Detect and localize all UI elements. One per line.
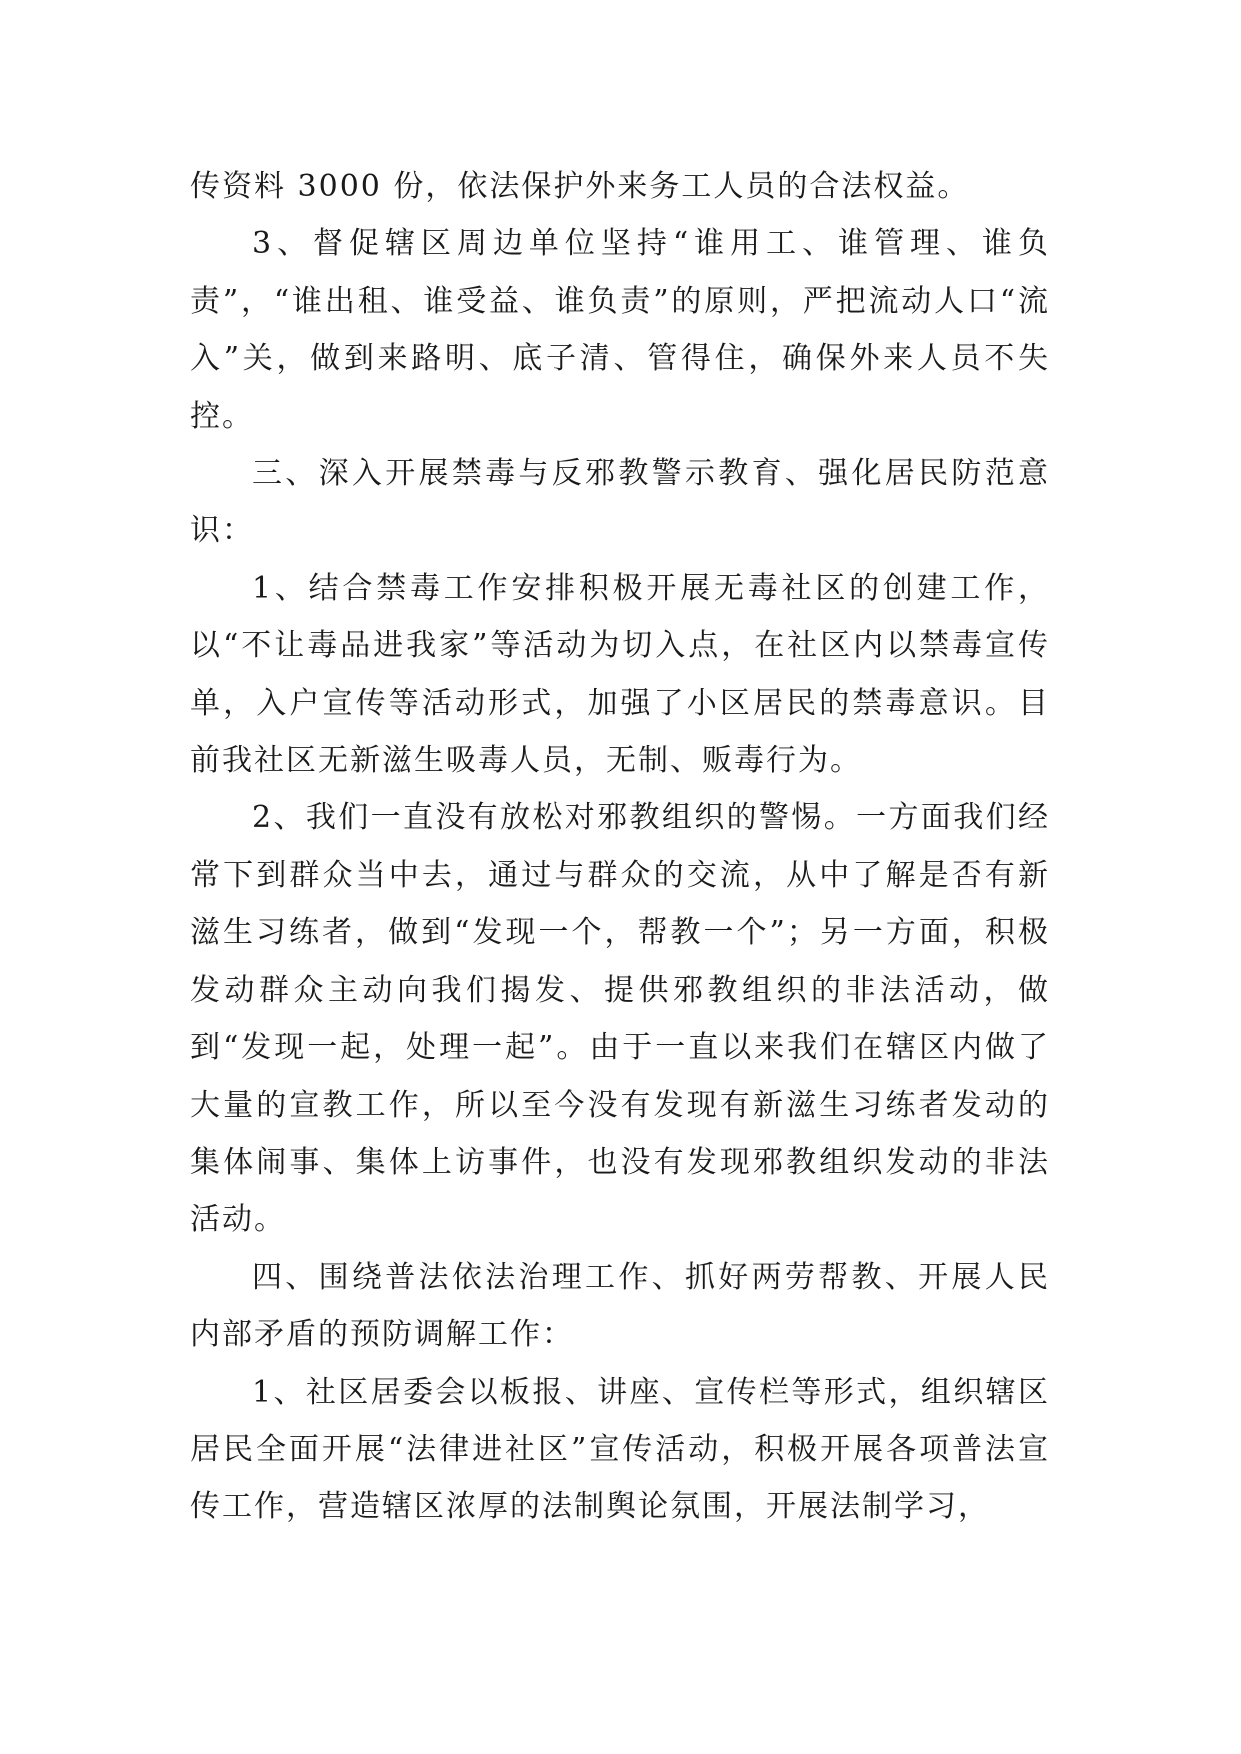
paragraph-item-1: 1、结合禁毒工作安排积极开展无毒社区的创建工作，以“不让毒品进我家”等活动为切入点，在社区内以禁毒宣传单，入户宣传等活动形式，加强了小区居民的禁毒意识。目前我社区无新滋生吸毒人员，无制、贩毒行为。	[190, 570, 1050, 779]
document-body	[190, 158, 1050, 1536]
paragraph-continuation: 传资料 3000 份，依法保护外来务工人员的合法权益。	[190, 169, 970, 204]
section-heading-4: 四、围绕普法依法治理工作、抓好两劳帮教、开展人民内部矛盾的预防调解工作：	[190, 1259, 1050, 1353]
paragraph-item-1-section-4: 1、社区居委会以板报、讲座、宣传栏等形式，组织辖区居民全面开展“法律进社区”宣传活动，积极开展各项普法宣传工作，营造辖区浓厚的法制舆论氛围，开展法制学习，	[190, 1374, 1050, 1525]
paragraph-item-3: 3、督促辖区周边单位坚持“谁用工、谁管理、谁负责”，“谁出租、谁受益、谁负责”的原则，严把流动人口“流入”关，做到来路明、底子清、管得住，确保外来人员不失控。	[190, 226, 1050, 434]
section-heading-3: 三、深入开展禁毒与反邪教警示教育、强化居民防范意识：	[190, 456, 1050, 549]
paragraph-item-2: 2、我们一直没有放松对邪教组织的警惕。一方面我们经常下到群众当中去，通过与群众的交流，从中了解是否有新滋生习练者，做到“发现一个，帮教一个”；另一方面，积极发动群众主动向我们揭发、提供邪教组织的非法活动，做到“发现一起，处理一起”。由于一直以来我们在辖区内做了大量的宣教工作，所以至今没有发现有新滋生习练者发动的集体闹事、集体上访事件，也没有发现邪教组织发动的非法活动。	[190, 800, 1050, 1238]
